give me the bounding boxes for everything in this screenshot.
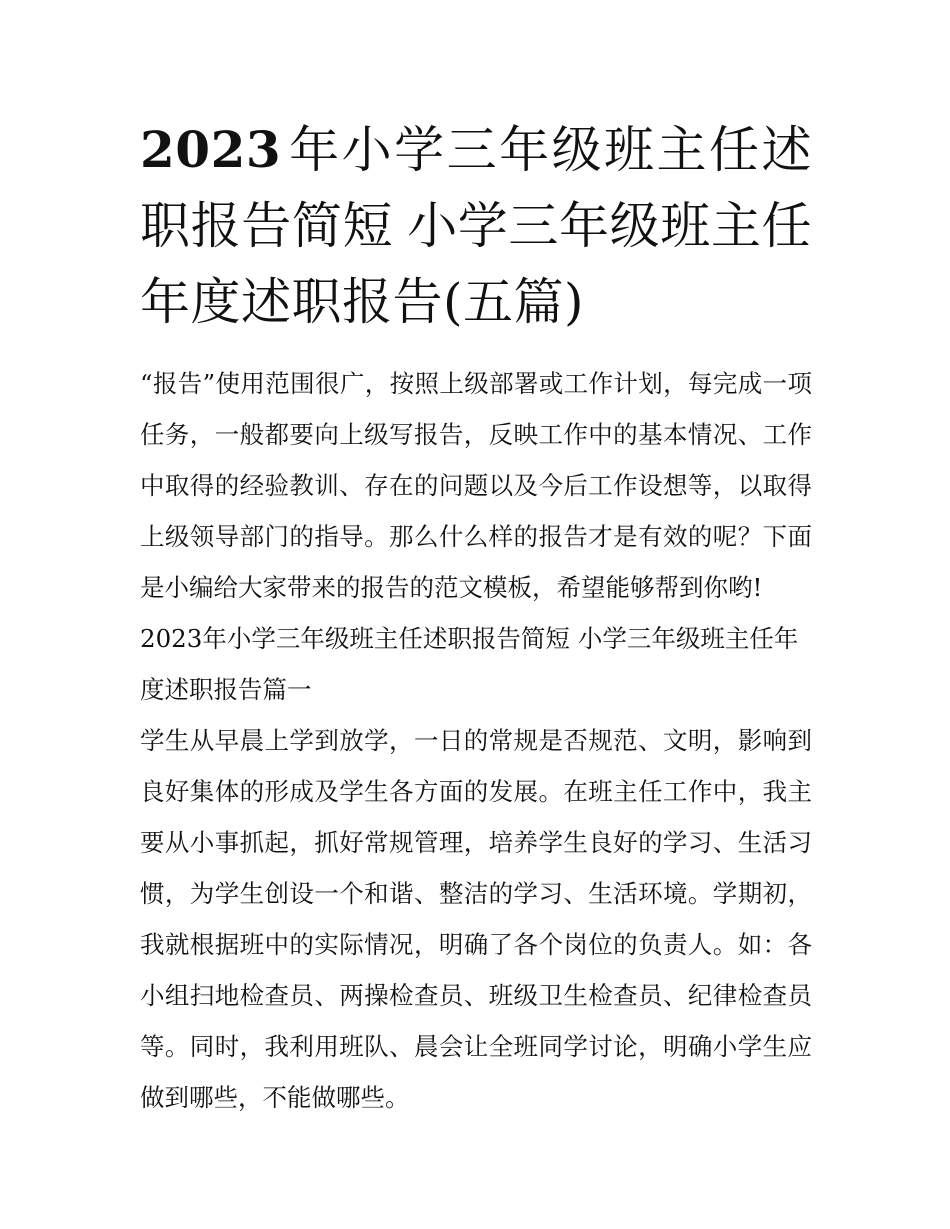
- section-body-paragraph: 学生从早晨上学到放学，一日的常规是否规范、文明，影响到良好集体的形成及学生各方面的发展。在班主任工作中，我主要从小事抓起，抓好常规管理，培养学生良好的学习、生活习惯，为学生创设一个和谐、整洁的学习、生活环境。学期初，我就根据班中的实际情况，明确了各个岗位的负责人。如：各小组扫地检查员、两操检查员、班级卫生检查员、纪律检查员等。同时，我利用班队、晨会让全班同学讨论，明确小学生应做到哪些，不能做哪些。: [140, 726, 812, 1112]
- section-heading-year: 2023: [140, 624, 203, 653]
- document-body: [140, 358, 812, 1123]
- section-heading: [140, 613, 812, 715]
- title-year: 2023: [140, 120, 282, 179]
- section-heading-part-2: 小学三年级班主任年度述职报告篇一: [140, 624, 799, 704]
- title-part-1: 年小学三年级班主任述职报告简短: [140, 121, 812, 255]
- section-heading-part-1: 年小学三年级班主任述职报告简短: [202, 624, 570, 653]
- title-part-2: 小学三年级班主任年度述职报告(五篇): [140, 197, 813, 331]
- intro-paragraph: “报告”使用范围很广，按照上级部署或工作计划，每完成一项任务，一般都要向上级写报告，反映工作中的基本情况、工作中取得的经验教训、存在的问题以及今后工作设想等，以取得上级领导部门的指导。那么什么样的报告才是有效的呢？下面是小编给大家带来的报告的范文模板，希望能够帮到你哟!: [140, 369, 812, 602]
- document-content: [140, 112, 812, 1123]
- document-title: [140, 112, 812, 340]
